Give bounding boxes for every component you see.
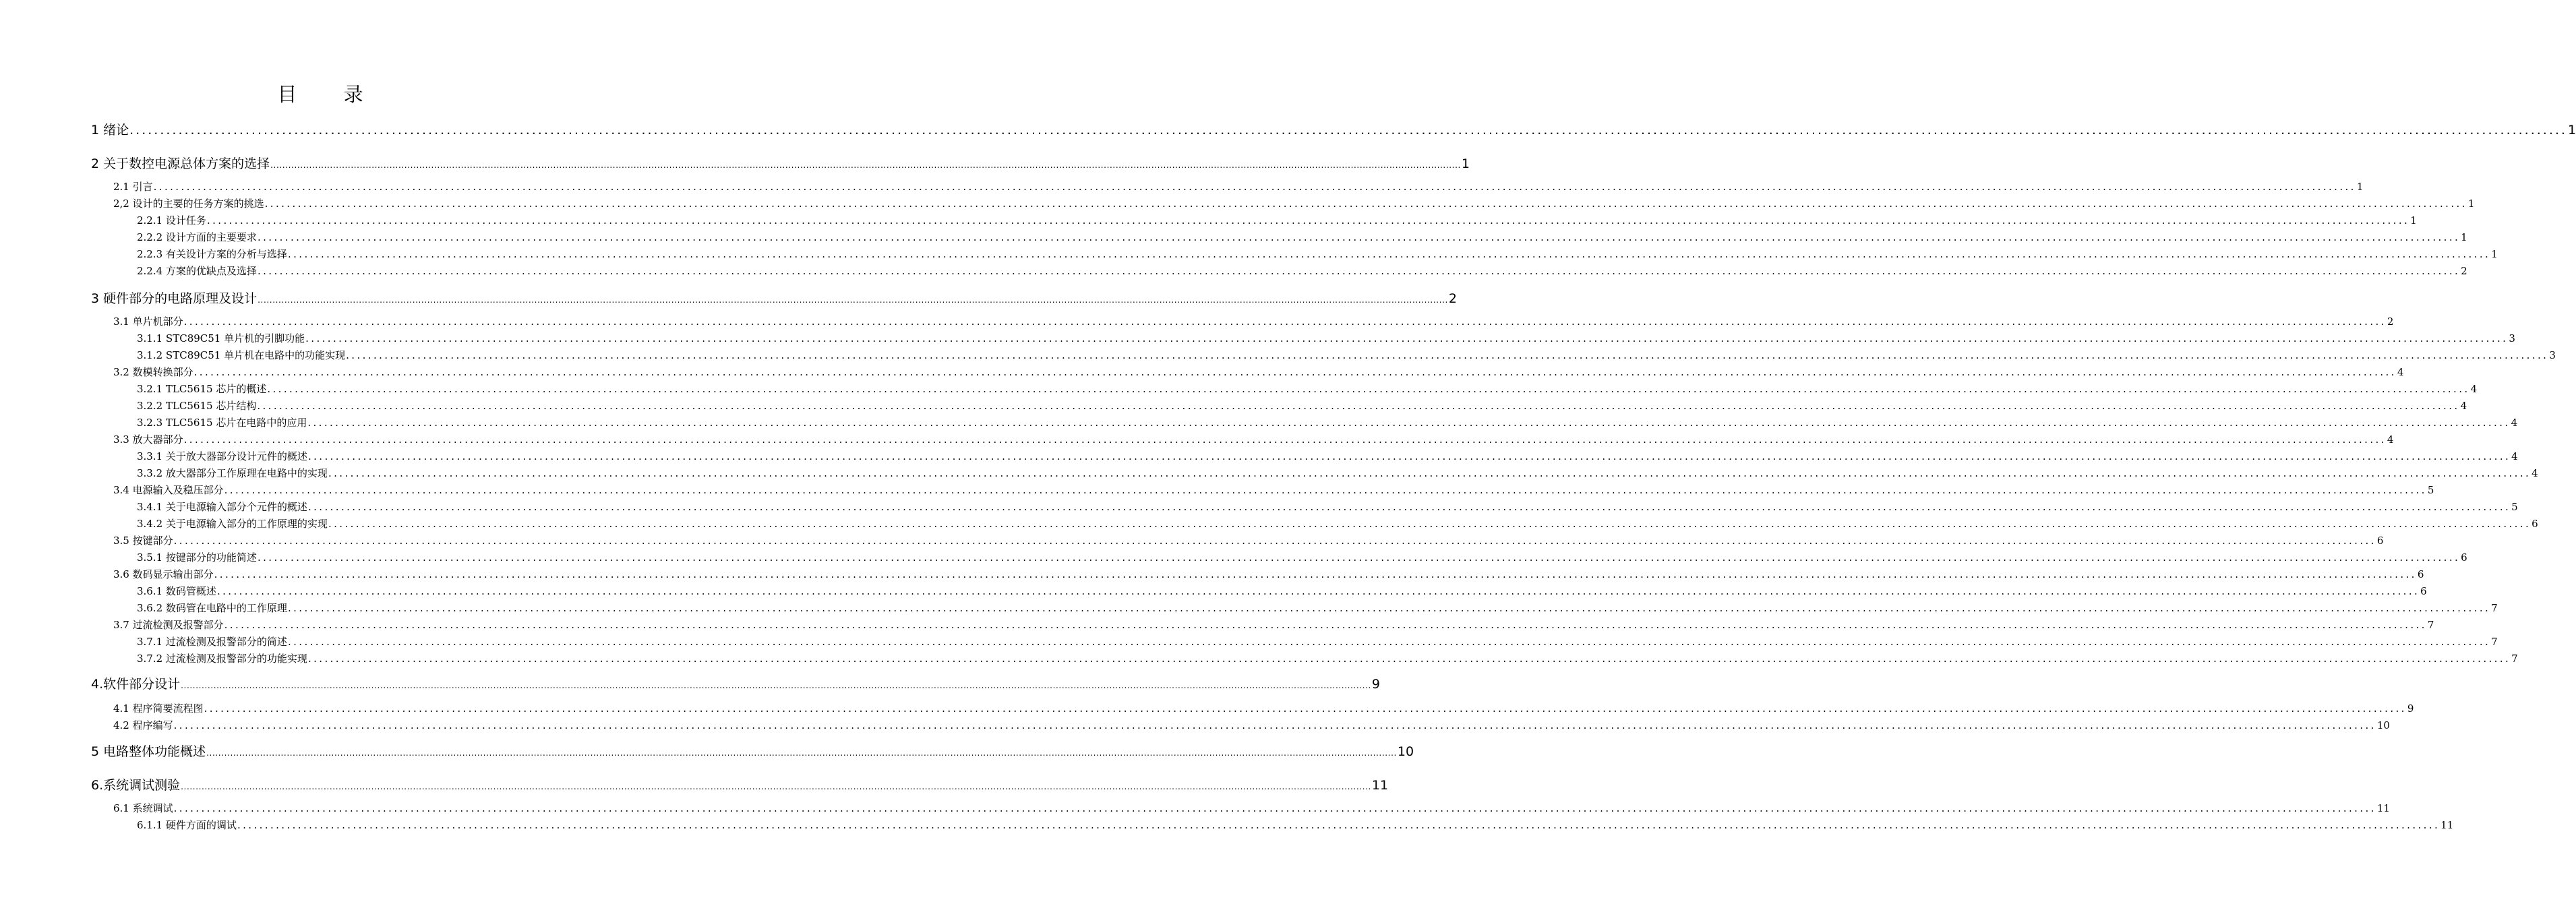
toc-entry-label: 3.3.1 关于放大器部分设计元件的概述 (137, 450, 307, 462)
toc-page-number: 3 (2549, 349, 2556, 361)
toc-leader-dots: ................................................................................................................................................................................................................................................................................................................................................................................................................ (257, 231, 2461, 243)
toc-leader-dots: ................................................................................................................................................................................................................................................................................................................................................................................................................ (173, 719, 2376, 731)
toc-entry-label: 4.1 程序简要流程图 (113, 702, 204, 715)
toc-leader-dots: ................................................................................................................................................................................................................................................................................................................................................................................................................ (267, 383, 2470, 395)
toc-entry-label: 3.7.2 过流检测及报警部分的功能实现 (137, 653, 307, 665)
toc-entry (91, 289, 1458, 307)
toc-entry-label: 2,2 设计的主要的任务方案的挑选 (113, 198, 264, 210)
toc-entry (137, 651, 2518, 665)
toc-page-number: 7 (2511, 653, 2518, 665)
toc-page-number: 1 (2491, 248, 2498, 260)
toc-page-number: 2 (1448, 291, 1458, 306)
toc-page-number: 2 (2387, 315, 2394, 328)
toc-entry (137, 449, 2518, 463)
toc-page-number: 9 (2407, 702, 2414, 715)
toc-entry-label: 3.2.1 TLC5615 芯片的概述 (137, 383, 267, 395)
toc-entry (137, 601, 2498, 615)
toc-entry (113, 314, 2394, 328)
toc-leader-dots: ................................................................................................................................................................................................................................................................................................................................................................................................................ (153, 181, 2356, 193)
toc-leader-dots: ................................................................................................................................................................................................................................................................................................................................................................................................................ (287, 602, 2491, 614)
toc-leader-dots: ................................................................................................................................................................................................................................................................................................................................................................................................................ (224, 619, 2427, 631)
toc-entry-label: 2.2.4 方案的优缺点及选择 (137, 265, 257, 277)
toc-leader-dots: ................................................................................................................................................................................................................................................................................................................................................................................................................ (173, 802, 2376, 814)
toc-leader-dots: ................................................................................................................................................................................................................................................................................................................................................................................................................ (257, 265, 2461, 277)
toc-entry-label: 3.4.2 关于电源输入部分的工作原理的实现 (137, 518, 328, 530)
toc-entry (113, 533, 2384, 547)
toc-page-number: 6 (2461, 551, 2467, 564)
toc-entry (137, 634, 2498, 648)
toc-page-number: 6 (2420, 585, 2427, 597)
toc-entry-label: 3.5 按键部分 (113, 535, 173, 547)
toc-entry (137, 348, 2556, 362)
toc-page-number: 2 (2461, 265, 2467, 277)
toc-page-number: 4 (2397, 366, 2404, 378)
toc-entry-label: 3.1.1 STC89C51 单片机的引脚功能 (137, 332, 305, 344)
toc-page-number: 6 (2376, 535, 2384, 547)
toc-leader-dots: ................................................................................................................................................................................................................................................................................................................................................................................................................ (129, 123, 2567, 138)
toc-entry (113, 483, 2434, 497)
toc-leader-dots: ................................................................................................................................................................................................................................................................................................................................................................................................................ (204, 702, 2407, 715)
toc-leader-dots: ................................................................................................................................................................................................................................................................................................................................................................................................................ (307, 417, 2511, 429)
toc-leader-dots: ................................................................................................................................................................................................................................................................................................................................................................................................................ (193, 366, 2397, 378)
toc-entry (91, 775, 1389, 793)
toc-entry-label: 4.软件部分设计 (91, 677, 181, 692)
toc-entry-label: 4.2 程序编写 (113, 719, 173, 731)
toc-entry (113, 432, 2394, 446)
toc-entry-label: 3.5.1 按键部分的功能简述 (137, 551, 257, 564)
toc-leader-dots: ................................................................................................................................................................................................................................................................................................................................................................................................................ (216, 585, 2420, 597)
toc-entry-label: 1 绪论 (91, 123, 129, 138)
toc-entry (113, 179, 2364, 193)
toc-entry (113, 701, 2414, 715)
toc-entry-label: 3.2 数模转换部分 (113, 366, 193, 378)
toc-entry-label: 2 关于数控电源总体方案的选择 (91, 156, 270, 171)
toc-leader-dots: ................................................................................................................................................................................................................................................................................................................................................................................................................ (307, 653, 2511, 665)
toc-page-number: 11 (1371, 778, 1389, 793)
toc-page-number: 11 (2440, 819, 2454, 831)
toc-leader-dots: ................................................................................................................................................................................................................................................................................................................................................................................................................ (307, 501, 2511, 513)
toc-entry (91, 742, 1414, 760)
toc-leader-dots: ................................................................................................................................................................................................................................................................................................................................................................................................................ (328, 518, 2532, 530)
toc-leader-dots: ................................................................................................................................................................................................................................................................................................................................................................................................................ (305, 332, 2509, 344)
toc-page-number: 3 (2509, 332, 2515, 344)
toc-entry-label: 3.4.1 关于电源输入部分个元件的概述 (137, 501, 307, 513)
toc-page-number: 1 (2467, 198, 2475, 210)
toc-page-number: 6 (2532, 518, 2538, 530)
toc-page-number: 7 (2491, 602, 2498, 614)
toc-leader-dots: ................................................................................................................................................................................................................................................................................................................................................................................................................ (287, 636, 2491, 648)
toc-leader-dots: ................................................................................................................................................................................................................................................................................................................................................................................................................ (237, 819, 2440, 831)
toc-entry-label: 3.2.2 TLC5615 芯片结构 (137, 400, 257, 412)
toc-entry-label: 3.6.2 数码管在电路中的工作原理 (137, 602, 287, 614)
toc-page-number: 5 (2427, 484, 2434, 496)
toc-page-number: 4 (2460, 400, 2467, 412)
toc-page-number: 10 (1397, 744, 1414, 759)
toc-entry-label: 6.系统调试测验 (91, 778, 181, 793)
toc-entry (137, 264, 2467, 278)
toc-entry (137, 331, 2515, 345)
toc-page-number: 4 (2387, 433, 2394, 446)
toc-page-number: 1 (2567, 123, 2576, 138)
toc-leader-dots: ................................................................................................................................................................................................................................................................................................................................................................................................................ (224, 484, 2427, 496)
toc-page-number: 1 (2356, 181, 2364, 193)
toc-entry-label: 3.1.2 STC89C51 单片机在电路中的功能实现 (137, 349, 346, 361)
toc-leader-dots: ................................................................................................................................................................................................................................................................................................................................................................................................................ (206, 748, 1397, 758)
toc-entry-label: 2.1 引言 (113, 181, 153, 193)
toc-entry (113, 617, 2434, 632)
toc-leader-dots: ................................................................................................................................................................................................................................................................................................................................................................................................................ (257, 551, 2461, 564)
toc-leader-dots: ................................................................................................................................................................................................................................................................................................................................................................................................................ (346, 349, 2549, 361)
toc-entry (137, 818, 2454, 832)
toc-entry-label: 2.2.3 有关设计方案的分析与选择 (137, 248, 287, 260)
toc-page-number: 4 (2470, 383, 2478, 395)
toc-entry (137, 500, 2518, 514)
toc-entry-label: 3.3 放大器部分 (113, 433, 183, 446)
toc-entry-label: 3.3.2 放大器部分工作原理在电路中的实现 (137, 467, 328, 479)
toc-leader-dots: ................................................................................................................................................................................................................................................................................................................................................................................................................ (307, 450, 2511, 462)
toc-entry-label: 3.6.1 数码管概述 (137, 585, 216, 597)
toc-entry-label: 3 硬件部分的电路原理及设计 (91, 291, 258, 306)
toc-leader-dots: ................................................................................................................................................................................................................................................................................................................................................................................................................ (270, 160, 1461, 170)
toc-page-number: 4 (2532, 467, 2538, 479)
toc-page-number: 6 (2417, 568, 2424, 580)
toc-entry (137, 213, 2417, 227)
toc-entry-label: 3.1 单片机部分 (113, 315, 183, 328)
toc-leader-dots: ................................................................................................................................................................................................................................................................................................................................................................................................................ (206, 214, 2410, 227)
toc-entry-label: 2.2.2 设计方面的主要要求 (137, 231, 257, 243)
toc-leader-dots: ................................................................................................................................................................................................................................................................................................................................................................................................................ (264, 198, 2467, 210)
toc-page-number: 4 (2511, 450, 2518, 462)
toc-page-number: 10 (2376, 719, 2390, 731)
toc-entry (113, 365, 2404, 379)
toc-entry (137, 466, 2538, 480)
toc-page-number: 5 (2511, 501, 2518, 513)
toc-entry (113, 718, 2390, 732)
toc-page-number: 4 (2511, 417, 2518, 429)
toc-entry-label: 6.1 系统调试 (113, 802, 173, 814)
toc-leader-dots: ................................................................................................................................................................................................................................................................................................................................................................................................................ (328, 467, 2532, 479)
toc-leader-dots: ................................................................................................................................................................................................................................................................................................................................................................................................................ (214, 568, 2417, 580)
toc-page-number: 1 (2461, 231, 2467, 243)
toc-entry (137, 415, 2518, 429)
toc-leader-dots: ................................................................................................................................................................................................................................................................................................................................................................................................................ (287, 248, 2491, 260)
toc-title: 目 录 (277, 83, 384, 106)
toc-entry (91, 154, 1470, 172)
toc-entry (137, 550, 2467, 564)
toc-entry (137, 247, 2498, 261)
toc-page-number: 11 (2376, 802, 2390, 814)
toc-leader-dots: ................................................................................................................................................................................................................................................................................................................................................................................................................ (181, 681, 1371, 690)
toc-entry (137, 584, 2427, 598)
toc-entry (137, 398, 2467, 413)
toc-leader-dots: ................................................................................................................................................................................................................................................................................................................................................................................................................ (183, 433, 2387, 446)
toc-entry (113, 196, 2475, 210)
toc-leader-dots: ................................................................................................................................................................................................................................................................................................................................................................................................................ (258, 295, 1448, 305)
toc-page-number: 1 (2410, 214, 2417, 227)
toc-leader-dots: ................................................................................................................................................................................................................................................................................................................................................................................................................ (257, 400, 2460, 412)
toc-entry (113, 567, 2424, 581)
toc-entry-label: 6.1.1 硬件方面的调试 (137, 819, 237, 831)
toc-entry (137, 230, 2467, 244)
toc-entry-label: 2.2.1 设计任务 (137, 214, 206, 227)
toc-leader-dots: ................................................................................................................................................................................................................................................................................................................................................................................................................ (173, 535, 2376, 547)
toc-page-number: 7 (2427, 619, 2434, 631)
toc-entry-label: 3.4 电源输入及稳压部分 (113, 484, 224, 496)
toc-entry-label: 3.2.3 TLC5615 芯片在电路中的应用 (137, 417, 307, 429)
toc-entry-label: 3.7.1 过流检测及报警部分的简述 (137, 636, 287, 648)
toc-entry (91, 120, 2576, 138)
toc-page-number: 9 (1371, 677, 1381, 692)
toc-page-number: 7 (2491, 636, 2498, 648)
toc-leader-dots: ................................................................................................................................................................................................................................................................................................................................................................................................................ (181, 782, 1371, 791)
toc-entry-label: 3.6 数码显示输出部分 (113, 568, 214, 580)
toc-entry (137, 516, 2538, 531)
toc-entry (137, 382, 2478, 396)
toc-entry-label: 5 电路整体功能概述 (91, 744, 206, 759)
toc-entry (113, 801, 2390, 815)
toc-page-number: 1 (1461, 156, 1470, 171)
toc-leader-dots: ................................................................................................................................................................................................................................................................................................................................................................................................................ (183, 315, 2387, 328)
toc-entry-label: 3.7 过流检测及报警部分 (113, 619, 224, 631)
toc-entry (91, 674, 1381, 692)
